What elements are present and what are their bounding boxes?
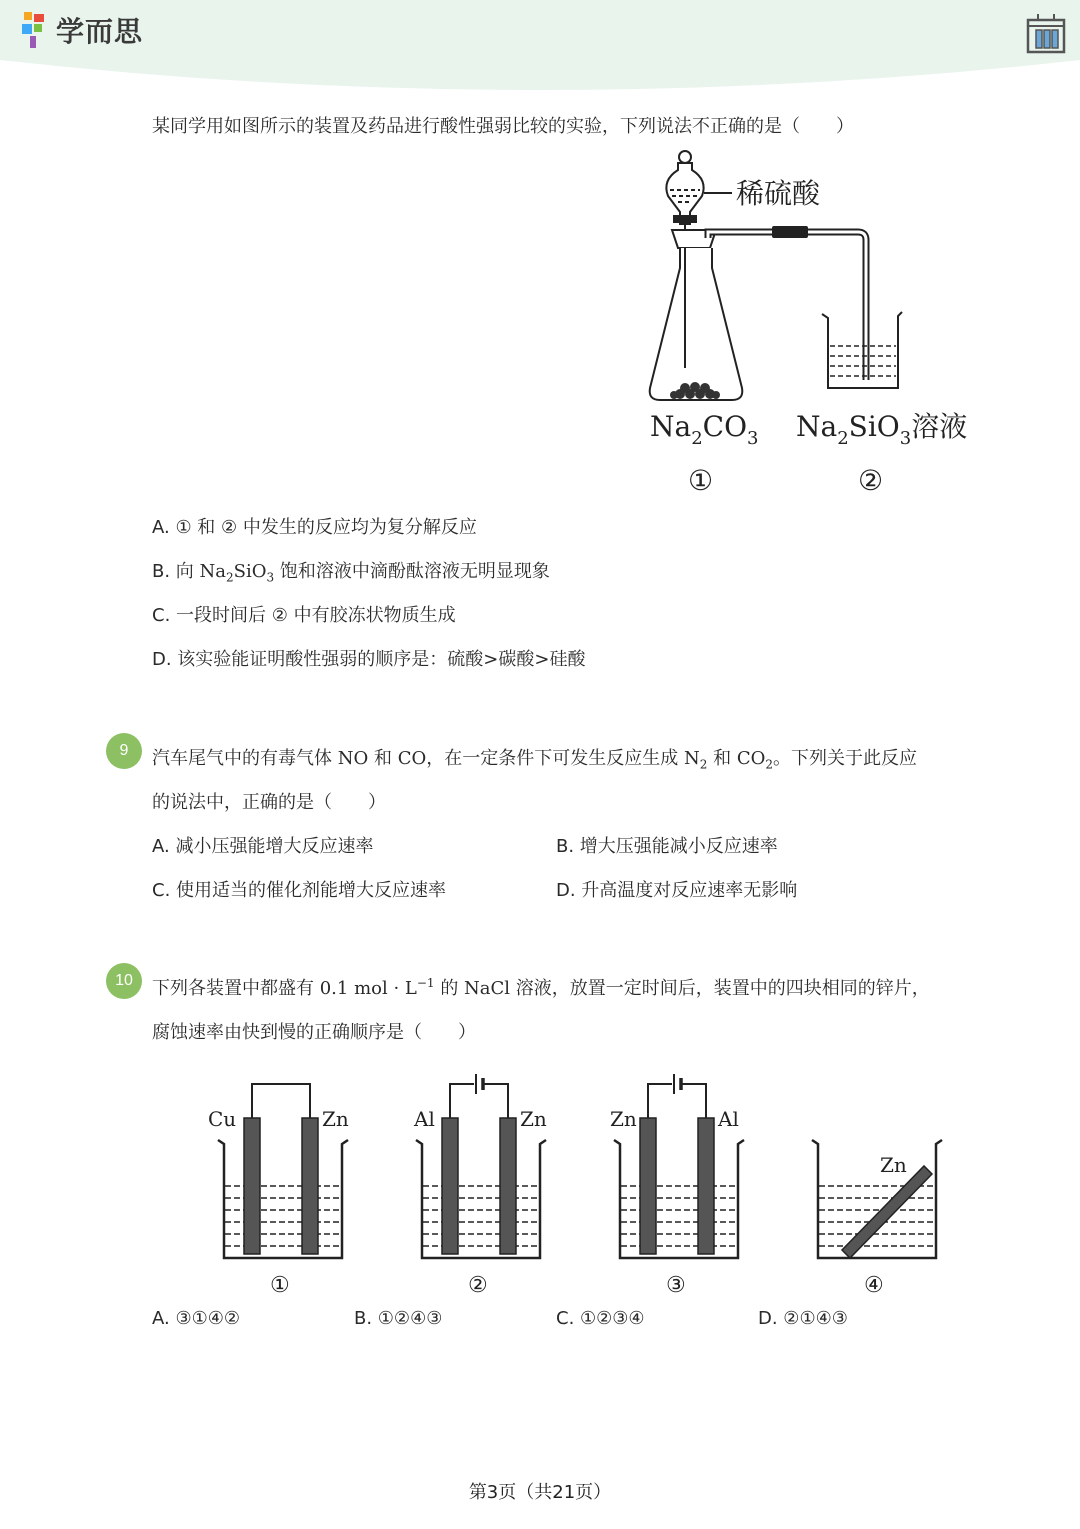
q10-option-d: D. ②①④③ [758, 1308, 848, 1329]
q8-option-a: A. ① 和 ② 中发生的反应均为复分解反应 [152, 517, 477, 538]
library-icon [1026, 12, 1066, 58]
beaker-number: ② [858, 464, 884, 497]
q10-stem-line1: 下列各装置中都盛有 0.1 mol · $L^{-1}$ 的 NaCl 溶液，放置一定时间后，装置中的四块相同的锌片， [152, 976, 930, 999]
beaker-1-left-electrode-label: Cu [208, 1107, 237, 1131]
q9-option-d: D. 升高温度对反应速率无影响 [556, 880, 798, 901]
zinc-strip [842, 1166, 932, 1258]
brand-logo-icon [20, 10, 50, 50]
q10-option-b: B. ①②④③ [354, 1308, 443, 1329]
beaker-2-number: ② [468, 1273, 488, 1298]
q9-option-c: C. 使用适当的催化剂能增大反应速率 [152, 880, 447, 901]
beaker-4-electrode-label: Zn [880, 1153, 907, 1177]
beaker-4-number: ④ [864, 1273, 884, 1298]
q9-option-a: A. 减小压强能增大反应速率 [152, 836, 374, 857]
q9-stem-line2: 的说法中，正确的是（ ） [152, 792, 386, 813]
page-number: 第3页（共21页） [468, 1482, 612, 1503]
beaker-4 [812, 1140, 942, 1298]
beaker-1-right-electrode-label: Zn [322, 1107, 349, 1131]
beaker-3-number: ③ [666, 1273, 686, 1298]
conical-flask [650, 248, 743, 400]
beaker-2-right-electrode-label: Zn [520, 1107, 547, 1131]
beaker-3 [610, 1074, 744, 1298]
page-header [0, 0, 1080, 95]
q9-option-b: B. 增大压强能减小反应速率 [556, 836, 778, 857]
flask-number: ① [688, 464, 714, 497]
q8-option-d: D. 该实验能证明酸性强弱的顺序是：硫酸>碳酸>硅酸 [152, 649, 586, 670]
beaker-2-zn-al [413, 1074, 547, 1298]
q8-stem: 某同学用如图所示的装置及药品进行酸性强弱比较的实验，下列说法不正确的是（ ） [152, 116, 854, 137]
q9-number-badge: 9 [106, 733, 142, 769]
q10-beakers-figure [196, 1062, 976, 1302]
brand-logo [20, 10, 143, 50]
rubber-connector [772, 226, 808, 238]
q8-option-c: C. 一段时间后 ② 中有胶冻状物质生成 [152, 605, 456, 626]
flask-chemical-label: $Na_2CO_3$ [650, 410, 759, 449]
q10-option-a: A. ③①④② [152, 1308, 240, 1329]
beaker-3-right-electrode-label: Al [718, 1107, 739, 1131]
q9-stem-line1: 汽车尾气中的有毒气体 NO 和 CO，在一定条件下可发生反应生成 $N_2$ 和 $CO_2$。下列关于此反应 [152, 748, 918, 772]
q8-apparatus-figure [640, 148, 980, 498]
brand-name: 学而思 [56, 15, 144, 48]
beaker-1 [208, 1084, 349, 1298]
beaker-2-left-electrode-label: Al [414, 1107, 435, 1131]
q10-option-c: C. ①②③④ [556, 1308, 645, 1329]
q8-option-b: B. 向 $Na_2SiO_3$ 饱和溶液中滴酚酞溶液无明显现象 [152, 561, 550, 585]
q10-stem-line2: 腐蚀速率由快到慢的正确顺序是（ ） [152, 1022, 476, 1043]
header-background [0, 0, 1080, 95]
q10-number-badge: 10 [106, 963, 142, 999]
beaker-chemical-label: $Na_2SiO_3$溶液 [796, 410, 968, 449]
beaker-3-left-electrode-label: Zn [610, 1107, 637, 1131]
beaker-1-number: ① [270, 1273, 290, 1298]
acid-label: 稀硫酸 [736, 177, 821, 210]
